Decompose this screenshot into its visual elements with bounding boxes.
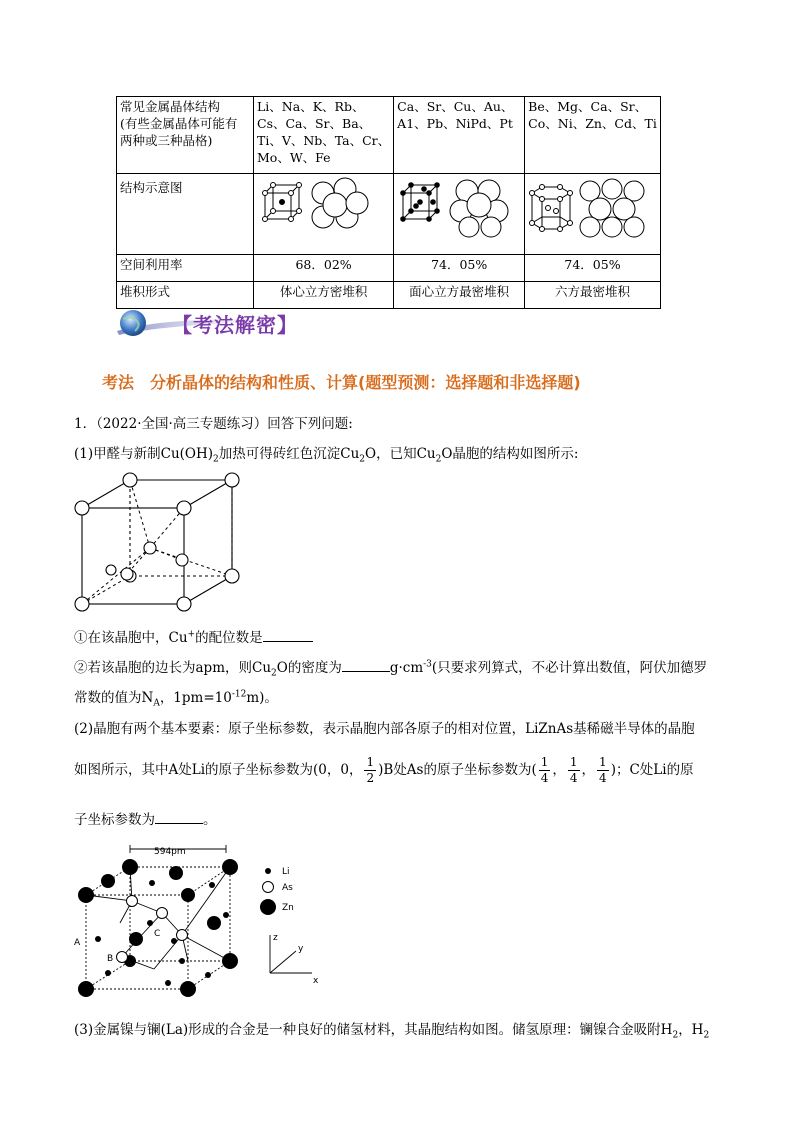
question-part2-text-cont: 如图所示，其中A处Li的原子坐标参数为(0，0， $\frac{1}{2}$ )B处As的原子坐标参数为( $\frac{1}{4}$ ， $\frac{1}{4}$ ， $\frac{1}{4}$ )；C处Li的原 [74, 755, 694, 785]
legend-as: As [282, 883, 293, 893]
bcc-elements: Li、Na、K、Rb、 Cs、Ca、Sr、Ba、 Ti、V、Nb、Ta、Cr、 Mo、W、Fe [254, 97, 394, 174]
question-ii-text-cont: 常数的值为$N_A$，$1pm=10^{-12}m$)。 [74, 689, 278, 709]
fraction-one-quarter: $\frac{1}{4}$ [599, 755, 607, 785]
answer-blank[interactable] [263, 627, 313, 642]
question-part2-text-end: 子坐标参数为 。 [74, 808, 217, 828]
question-header: 1．（2022·全国·高三专题练习）回答下列问题: [74, 416, 353, 432]
hcp-diagram [525, 174, 661, 255]
fraction-one-half: $\frac{1}{2}$ [366, 755, 375, 785]
question-part2-text: (2)晶胞有两个基本要素：原子坐标参数，表示晶胞内部各原子的相对位置，LiZnAs基稀磁半导体的晶胞 [74, 721, 695, 737]
axis-x-label: x [313, 976, 319, 986]
legend-zn: Zn [282, 903, 294, 913]
label-a: A [74, 938, 81, 948]
fcc-diagram [394, 174, 525, 255]
hcp-packing: 六方最密堆积 [525, 282, 661, 309]
legend-li: Li [282, 867, 290, 877]
bcc-structure-image [257, 175, 385, 239]
axis-z-label: z [273, 933, 278, 943]
table-row [117, 174, 661, 255]
metal-crystal-table [116, 96, 661, 309]
packing-label: 堆积形式 [117, 282, 254, 309]
kaofa-heading: 考法 分析晶体的结构和性质、计算(题型预测：选择题和非选择题) [102, 373, 581, 392]
globe-icon [120, 310, 146, 336]
cu2o-unit-cell-figure [70, 470, 240, 615]
dimension-label: 594pm [154, 847, 186, 857]
answer-blank[interactable] [155, 809, 203, 824]
label-b: B [107, 954, 114, 964]
lizna-unit-cell-figure [70, 843, 330, 998]
bcc-utilization: 68．02% [254, 255, 394, 282]
axis-y-label: y [298, 944, 304, 954]
row-header-label: 常见金属晶体结构 (有些金属晶体可能有 两种或三种晶格) [117, 97, 254, 174]
section-banner-title: 【考法解密】 [172, 313, 298, 337]
fcc-structure-image [397, 175, 521, 239]
label-c: C [154, 929, 161, 939]
answer-blank[interactable] [342, 657, 390, 672]
question-part3-text: (3)金属镍与镧(La)形成的合金是一种良好的储氢材料，其晶胞结构如图。储氢原理：镧镍合金吸附$H_2$，$H_2$ [74, 1022, 710, 1041]
bcc-packing: 体心立方密堆积 [254, 282, 394, 309]
fcc-utilization: 74．05% [394, 255, 525, 282]
fcc-elements: Ca、Sr、Cu、Au、 A1、Pb、NiPd、Pt [394, 97, 525, 174]
hcp-utilization: 74．05% [525, 255, 661, 282]
table-row [117, 97, 661, 174]
table-row [117, 255, 661, 282]
question-i-text: ①在该晶胞中，Cu+的配位数是 [74, 626, 313, 646]
fraction-one-quarter: $\frac{1}{4}$ [569, 755, 578, 785]
diagram-label: 结构示意图 [117, 174, 254, 255]
hcp-elements: Be、Mg、Ca、Sr、 Co、Ni、Zn、Cd、Ti [525, 97, 661, 174]
question-part1-text: (1)甲醛与新制$Cu(OH)_2$加热可得砖红色沉淀$Cu_2O$，已知$Cu_2O$晶胞的结构如图所示: [74, 446, 579, 465]
fcc-packing: 面心立方最密堆积 [394, 282, 525, 309]
utilization-label: 空间利用率 [117, 255, 254, 282]
fraction-one-quarter: $\frac{1}{4}$ [540, 755, 549, 785]
question-ii-text: ②若该晶胞的边长为apm，则$Cu_2O$的密度为 $g\cdot cm^{-3}$(只要求列算式，不必计算出数值，阿伏加德罗 [74, 656, 707, 679]
hcp-structure-image [528, 175, 656, 239]
bcc-diagram [254, 174, 394, 255]
